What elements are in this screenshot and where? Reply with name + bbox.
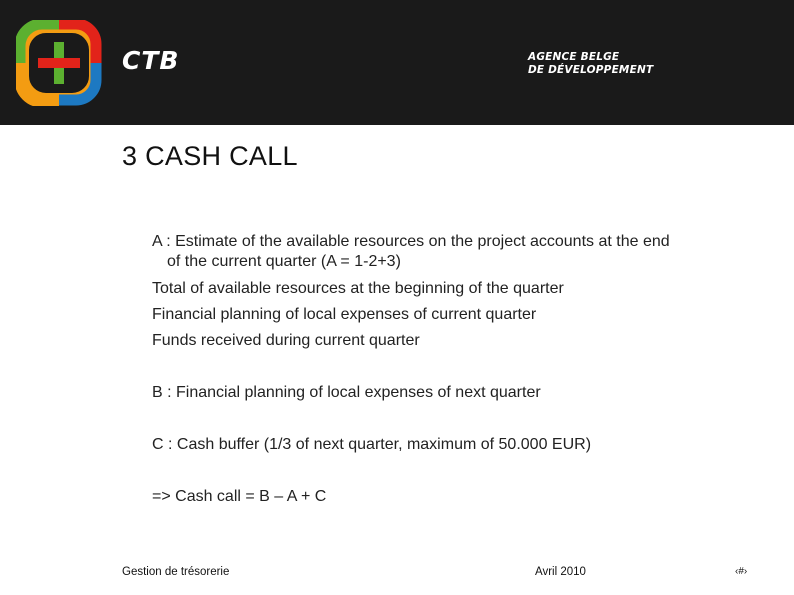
agency-line-1: AGENCE BELGE — [528, 51, 620, 63]
item-a-line-2: of the current quarter (A = 1-2+3) — [167, 253, 401, 270]
item-a-line-1: A : Estimate of the available resources on the project accounts at the end — [152, 233, 670, 250]
footer-page-number: ‹#› — [735, 566, 748, 577]
footer-left: Gestion de trésorerie — [122, 566, 230, 578]
brand-name: CTB — [122, 46, 180, 75]
item-b: B : Financial planning of local expenses of next quarter — [152, 384, 541, 401]
item-funds: Funds received during current quarter — [152, 332, 420, 349]
agency-line-2: DE DÉVELOPPEMENT — [528, 64, 654, 76]
item-total: Total of available resources at the beginning of the quarter — [152, 280, 564, 297]
item-a — [152, 232, 772, 272]
cash-call-formula: => Cash call = B – A + C — [152, 488, 327, 505]
agency-name — [528, 51, 653, 77]
ctb-interlocking-squares-icon — [16, 20, 102, 106]
slide-title: 3 CASH CALL — [122, 141, 298, 171]
item-financial: Financial planning of local expenses of current quarter — [152, 306, 537, 323]
header-banner — [0, 0, 794, 125]
item-c: C : Cash buffer (1/3 of next quarter, maximum of 50.000 EUR) — [152, 436, 592, 453]
footer-date: Avril 2010 — [535, 566, 586, 578]
